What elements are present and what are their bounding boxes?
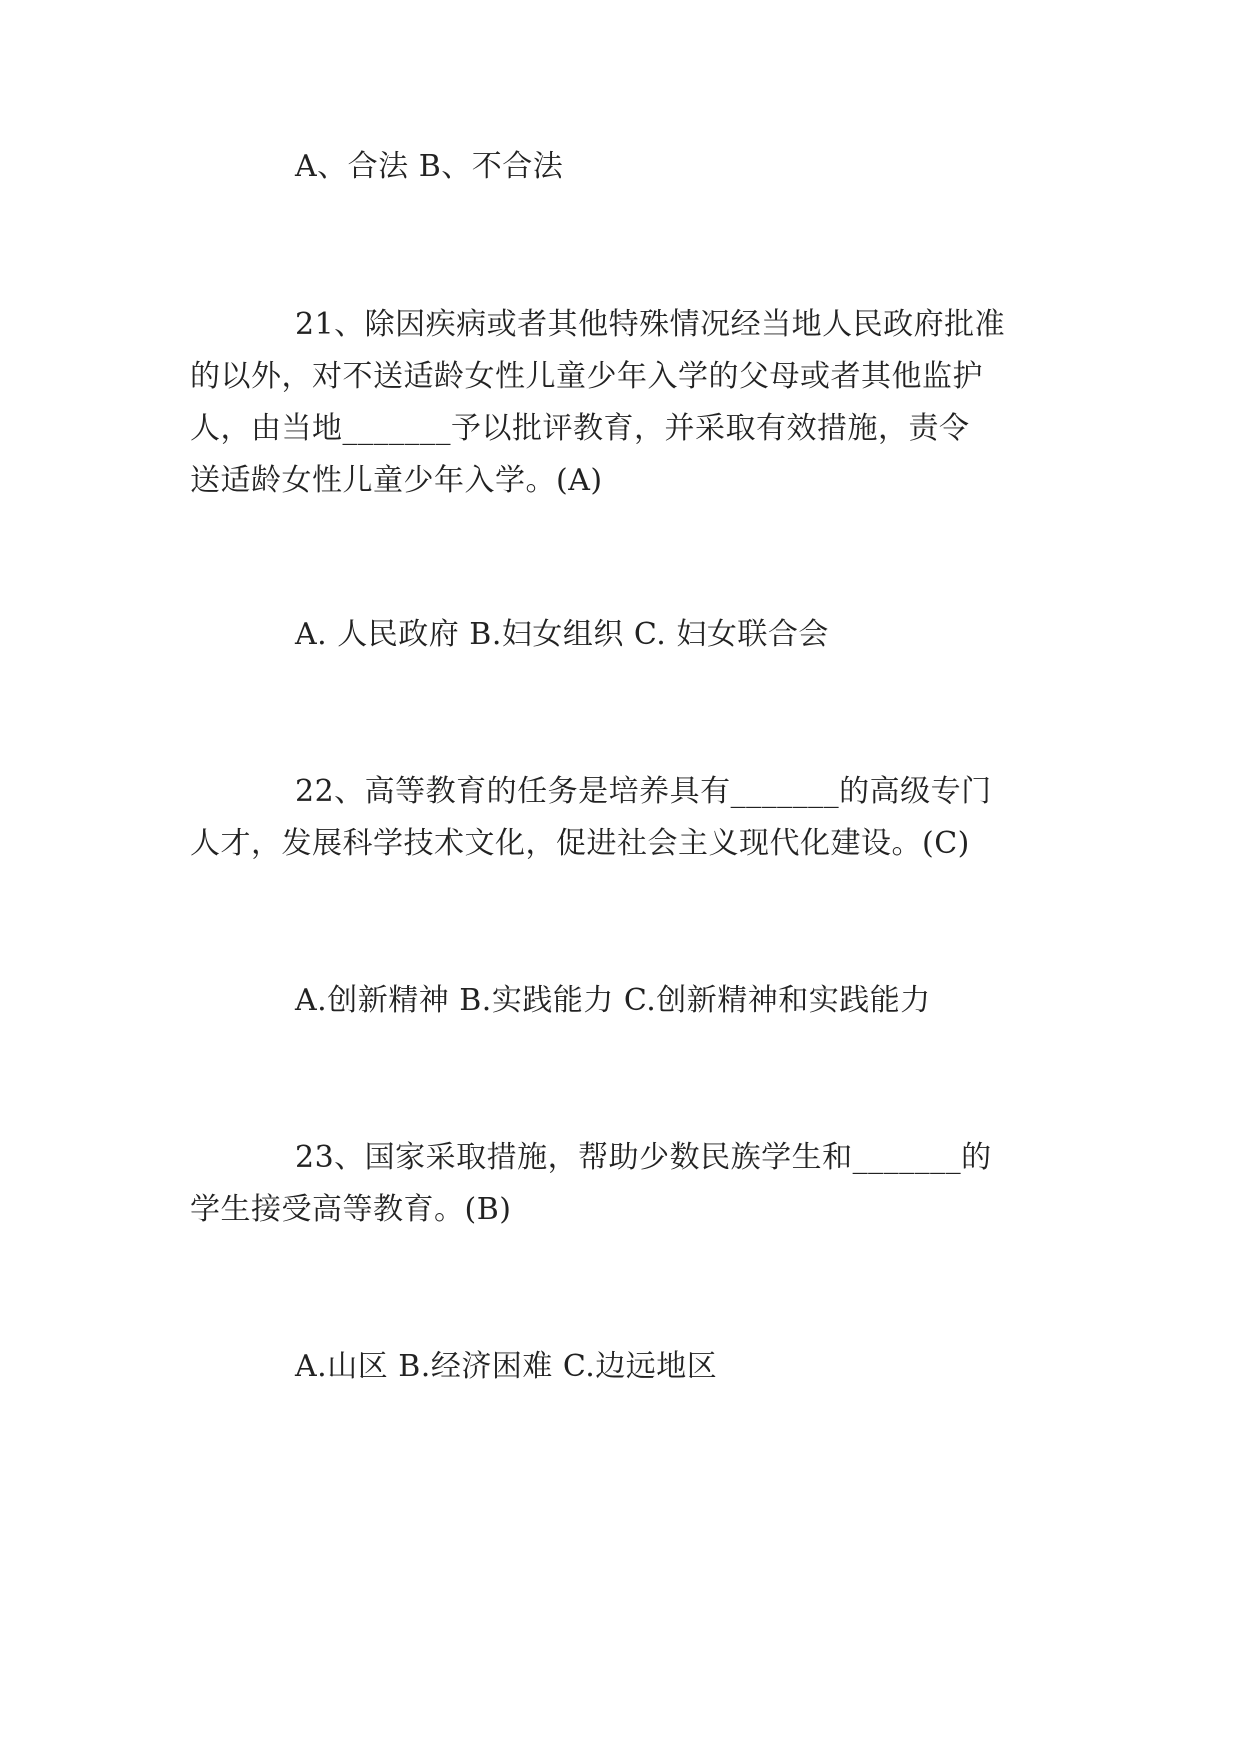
q23-line-2: 学生接受高等教育。(B) xyxy=(190,1192,512,1227)
q21-line-4: 送适龄女性儿童少年入学。(A) xyxy=(190,463,603,498)
q21-line-3: 人，由当地_______予以批评教育，并采取有效措施，责令 xyxy=(190,411,970,446)
q22-line-2: 人才，发展科学技术文化，促进社会主义现代化建设。(C) xyxy=(190,826,970,861)
q20-options: A、合法 B、不合法 xyxy=(295,149,564,184)
q23-options: A.山区 B.经济困难 C.边远地区 xyxy=(295,1349,718,1384)
q22-line-1: 22、高等教育的任务是培养具有_______的高级专门 xyxy=(295,774,992,809)
q21-options: A. 人民政府 B.妇女组织 C. 妇女联合会 xyxy=(295,617,829,652)
q22-options: A.创新精神 B.实践能力 C.创新精神和实践能力 xyxy=(295,983,931,1018)
q23-line-1: 23、国家采取措施，帮助少数民族学生和_______的 xyxy=(295,1140,992,1175)
q21-line-1: 21、除因疾病或者其他特殊情况经当地人民政府批准 xyxy=(295,307,1006,342)
q21-line-2: 的以外，对不送适龄女性儿童少年入学的父母或者其他监护 xyxy=(190,359,983,394)
